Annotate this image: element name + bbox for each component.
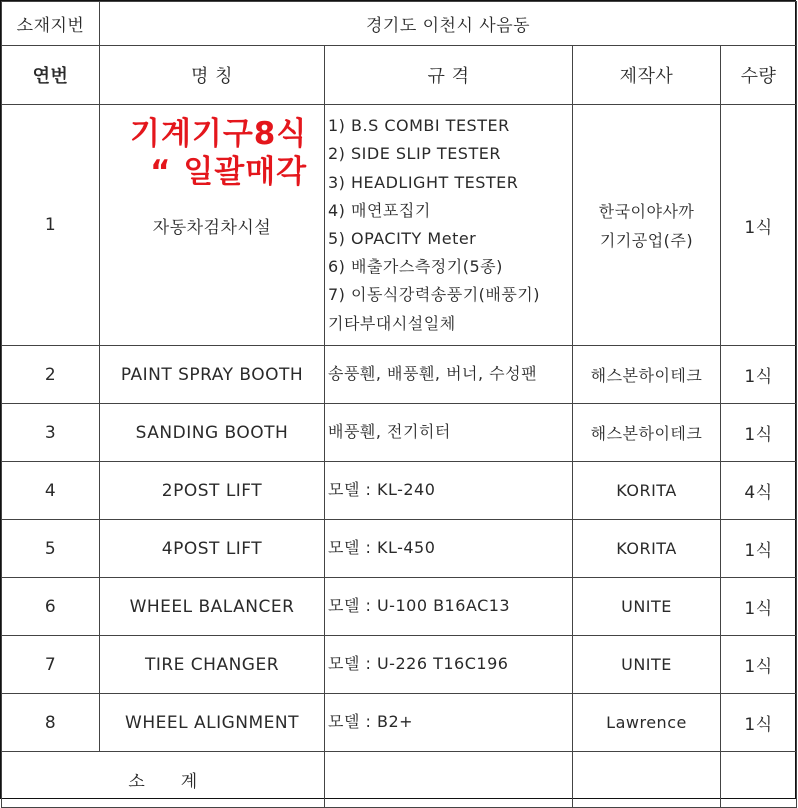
row-maker: UNITE bbox=[573, 578, 721, 636]
subtotal-maker bbox=[573, 752, 721, 808]
row-qty: 1식 bbox=[721, 636, 797, 694]
spec-line: 3) HEADLIGHT TESTER bbox=[328, 172, 519, 192]
table-row bbox=[2, 520, 797, 578]
row-name: TIRE CHANGER bbox=[100, 636, 325, 694]
header-row bbox=[2, 46, 797, 105]
header-no: 연번 bbox=[2, 46, 100, 105]
row-name: SANDING BOOTH bbox=[100, 404, 325, 462]
row-no: 8 bbox=[2, 694, 100, 752]
spec-line: 1) B.S COMBI TESTER bbox=[328, 116, 510, 136]
row-name: WHEEL ALIGNMENT bbox=[100, 694, 325, 752]
row-maker: 해스본하이테크 bbox=[573, 346, 721, 404]
row-spec bbox=[325, 105, 573, 346]
equipment-table bbox=[1, 1, 797, 808]
row-spec: 송풍휀, 배풍휀, 버너, 수성팬 bbox=[325, 346, 573, 404]
row-qty: 1식 bbox=[721, 346, 797, 404]
row-no: 5 bbox=[2, 520, 100, 578]
subtotal-row bbox=[2, 752, 797, 808]
row-spec: 배풍휀, 전기히터 bbox=[325, 404, 573, 462]
row-maker: KORITA bbox=[573, 520, 721, 578]
row-maker: UNITE bbox=[573, 636, 721, 694]
row-name bbox=[100, 105, 325, 346]
row-no: 2 bbox=[2, 346, 100, 404]
row-name: WHEEL BALANCER bbox=[100, 578, 325, 636]
location-label: 소재지번 bbox=[2, 2, 100, 46]
location-value: 경기도 이천시 사음동 bbox=[100, 2, 797, 46]
subtotal-label: 소 계 bbox=[2, 752, 325, 808]
row-maker: 해스본하이테크 bbox=[573, 404, 721, 462]
row-spec: 모델 : U-226 T16C196 bbox=[325, 636, 573, 694]
spec-line: 4) 매연포집기 bbox=[328, 200, 431, 220]
row-maker bbox=[573, 105, 721, 346]
spec-line: 2) SIDE SLIP TESTER bbox=[328, 144, 501, 164]
row-qty: 1식 bbox=[721, 404, 797, 462]
row-name: PAINT SPRAY BOOTH bbox=[100, 346, 325, 404]
row-spec: 모델 : KL-240 bbox=[325, 462, 573, 520]
row-no: 3 bbox=[2, 404, 100, 462]
table-row bbox=[2, 636, 797, 694]
spec-line: 6) 배출가스측정기(5종) bbox=[328, 257, 503, 277]
sale-stamp bbox=[130, 115, 307, 191]
header-name: 명 칭 bbox=[100, 46, 325, 105]
stamp-line-2: “ 일괄매각 bbox=[150, 154, 308, 190]
row-no: 1 bbox=[2, 105, 100, 346]
table-row bbox=[2, 404, 797, 462]
row-qty: 1식 bbox=[721, 694, 797, 752]
row-qty: 1식 bbox=[721, 520, 797, 578]
row-no: 4 bbox=[2, 462, 100, 520]
row-qty: 4식 bbox=[721, 462, 797, 520]
table-row bbox=[2, 346, 797, 404]
maker-line: 기기공업(주) bbox=[599, 231, 694, 250]
row-no: 6 bbox=[2, 578, 100, 636]
table-row bbox=[2, 105, 797, 346]
row-maker: Lawrence bbox=[573, 694, 721, 752]
subtotal-spec bbox=[325, 752, 573, 808]
row-name-text: 자동차검차시설 bbox=[152, 217, 272, 238]
spec-line: 7) 이동식강력송풍기(배풍기) bbox=[328, 285, 541, 305]
table-row bbox=[2, 694, 797, 752]
row-qty: 1식 bbox=[721, 105, 797, 346]
row-spec: 모델 : U-100 B16AC13 bbox=[325, 578, 573, 636]
header-qty: 수량 bbox=[721, 46, 797, 105]
row-name: 2POST LIFT bbox=[100, 462, 325, 520]
table-row bbox=[2, 578, 797, 636]
row-name: 4POST LIFT bbox=[100, 520, 325, 578]
spec-line: 기타부대시설일체 bbox=[328, 313, 456, 333]
row-spec: 모델 : KL-450 bbox=[325, 520, 573, 578]
row-spec: 모델 : B2+ bbox=[325, 694, 573, 752]
header-maker: 제작사 bbox=[573, 46, 721, 105]
maker-line: 한국이야사까 bbox=[598, 202, 695, 221]
table-row bbox=[2, 462, 797, 520]
header-spec: 규 격 bbox=[325, 46, 573, 105]
stamp-line-1: 기계기구8식 bbox=[130, 116, 308, 152]
row-no: 7 bbox=[2, 636, 100, 694]
location-row bbox=[2, 2, 797, 46]
spec-line: 5) OPACITY Meter bbox=[328, 229, 477, 248]
row-maker: KORITA bbox=[573, 462, 721, 520]
subtotal-qty bbox=[721, 752, 797, 808]
row-qty: 1식 bbox=[721, 578, 797, 636]
